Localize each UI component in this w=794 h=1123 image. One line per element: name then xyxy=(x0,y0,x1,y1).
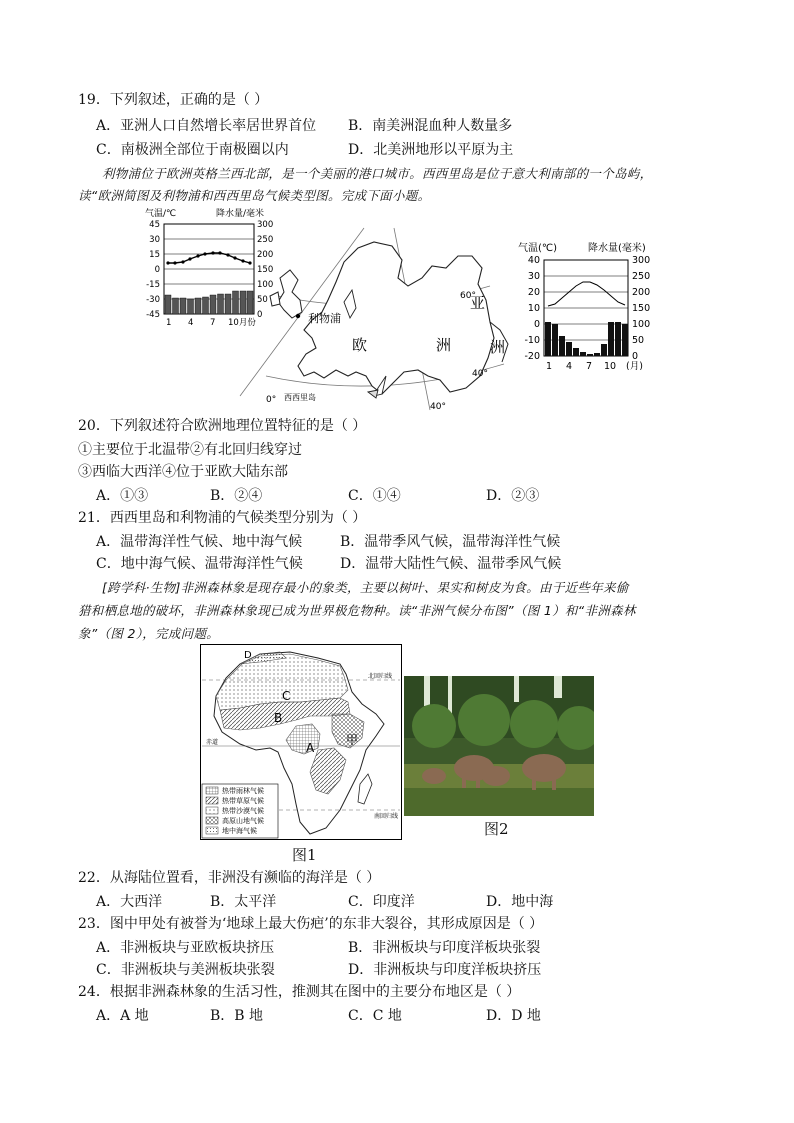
x-tick: 1 xyxy=(546,361,553,370)
q23-option-b[interactable]: B．非洲板块与印度洋板块张裂 xyxy=(348,940,541,956)
lat60-label: 60° xyxy=(460,291,476,301)
right-tick: 50 xyxy=(632,335,645,346)
intro2-line2: 猎和栖息地的破坏，非洲森林象现已成为世界极危物种。读“非洲气候分布图”（图 1）和“非洲森林 xyxy=(78,603,636,618)
right-tick: 50 xyxy=(257,295,268,305)
q19-option-b[interactable]: B．南美洲混血种人数量多 xyxy=(348,118,513,134)
q22-option-c[interactable]: C．印度洋 xyxy=(348,894,415,910)
lon0-label: 0° xyxy=(266,395,277,405)
figure1-caption: 图1 xyxy=(292,846,317,864)
region-c-label: C xyxy=(282,689,291,703)
q21-option-a[interactable]: A．温带海洋性气候、地中海气候 xyxy=(96,534,303,550)
left-tick: 45 xyxy=(149,220,160,230)
q19-option-c[interactable]: C．南极洲全部位于南极圈以内 xyxy=(96,142,289,158)
x-tick: 4 xyxy=(566,361,573,370)
right-tick: 200 xyxy=(257,250,274,260)
right-tick: 0 xyxy=(632,351,639,362)
europe-label-ou: 欧 xyxy=(352,336,368,354)
legend-item: 热带沙漠气候 xyxy=(222,807,264,815)
x-tick: 1 xyxy=(166,318,172,326)
legend-item: 地中海气候 xyxy=(222,827,257,835)
lon40-label: 40° xyxy=(430,402,446,412)
left-tick: -10 xyxy=(524,335,540,346)
figure2-caption: 图2 xyxy=(484,820,509,838)
temp-curve xyxy=(548,282,625,306)
right-tick: 150 xyxy=(632,303,651,314)
intro2-line3: 象”（图 2），完成问题。 xyxy=(78,626,220,641)
q23-option-a[interactable]: A．非洲板块与亚欧板块挤压 xyxy=(96,940,275,956)
q24-option-d[interactable]: D．D 地 xyxy=(486,1008,541,1024)
lat40-label: 40° xyxy=(472,369,488,379)
x-tick: 10 xyxy=(604,361,617,370)
left-tick: 10 xyxy=(527,303,540,314)
region-b-label: B xyxy=(274,711,283,725)
left-tick: 0 xyxy=(154,265,160,275)
q23-option-d[interactable]: D．非洲板块与印度洋板块挤压 xyxy=(348,962,542,978)
left-tick: -45 xyxy=(146,310,160,320)
x-tick: 7 xyxy=(210,318,216,326)
q20-statement-1: ①主要位于北温带②有北回归线穿过 xyxy=(78,442,302,458)
legend-item: 热带草原气候 xyxy=(222,797,264,805)
q22-option-d[interactable]: D．地中海 xyxy=(486,894,554,910)
liverpool-point xyxy=(296,314,300,318)
ireland-outline xyxy=(270,292,280,306)
left-tick: 0 xyxy=(533,319,540,330)
asia-label-ya: 亚 xyxy=(470,294,486,312)
x-tick: 7 xyxy=(586,361,593,370)
europe-map xyxy=(232,226,522,412)
region-jia-label: 甲 xyxy=(346,733,359,747)
left-tick: 30 xyxy=(149,235,160,245)
asia-label-zhou: 洲 xyxy=(490,338,506,356)
forest-elephant-photo xyxy=(404,676,594,816)
tropic-s-label: 南回归线 xyxy=(374,813,399,820)
q22-option-b[interactable]: B．太平洋 xyxy=(210,894,277,910)
left-tick: 20 xyxy=(527,287,540,298)
q22-option-a[interactable]: A．大西洋 xyxy=(96,894,163,910)
right-tick: 0 xyxy=(257,310,263,320)
right-tick: 100 xyxy=(632,319,651,330)
q24-option-a[interactable]: A．A 地 xyxy=(96,1008,149,1024)
q20-option-c[interactable]: C．①④ xyxy=(348,488,401,504)
q20-option-a[interactable]: A．①③ xyxy=(96,488,149,504)
chart-precip-label: 降水量(毫米) xyxy=(588,243,646,254)
x-tick: (月) xyxy=(626,361,643,370)
precip-bars xyxy=(545,322,628,356)
chart-temp-label: 气温(℃) xyxy=(518,243,558,254)
legend-item: 高原山地气候 xyxy=(222,817,264,825)
intro1-line1: 利物浦位于欧洲英格兰西北部，是一个美丽的港口城市。西西里岛是位于意大利南部的一个岛屿， xyxy=(102,166,653,181)
left-tick: -30 xyxy=(146,295,160,305)
region-a-label: A xyxy=(306,741,315,755)
intro2-line1: [跨学科·生物]非洲森林象是现存最小的象类，主要以树叶、果实和树皮为食。由于近些年来偷 xyxy=(102,580,629,595)
right-tick: 250 xyxy=(632,271,651,282)
q21-stem: 21．西西里岛和利物浦的气候类型分别为（ ） xyxy=(78,510,367,526)
europe-label-zhou: 洲 xyxy=(436,336,452,354)
q20-option-d[interactable]: D．②③ xyxy=(486,488,540,504)
right-tick: 300 xyxy=(632,255,651,266)
right-tick: 100 xyxy=(257,280,274,290)
sicily-label: 西西里岛 xyxy=(284,393,316,402)
right-tick: 250 xyxy=(257,235,274,245)
right-tick: 200 xyxy=(632,287,651,298)
q19-stem: 19．下列叙述，正确的是（ ） xyxy=(78,92,269,108)
sicily-climate-chart xyxy=(516,238,668,370)
q23-stem: 23．图中甲处有被誉为‘地球上最大伤疤’的东非大裂谷，其形成原因是（ ） xyxy=(78,916,544,932)
sicily-shape xyxy=(368,390,378,398)
left-tick: 40 xyxy=(527,255,540,266)
q20-option-b[interactable]: B．②④ xyxy=(210,488,263,504)
q24-stem: 24．根据非洲森林象的生活习性，推测其在图中的主要分布地区是（ ） xyxy=(78,984,521,1000)
left-tick: 15 xyxy=(149,250,160,260)
q24-option-c[interactable]: C．C 地 xyxy=(348,1008,402,1024)
q19-option-d[interactable]: D．北美洲地形以平原为主 xyxy=(348,142,514,158)
equator-label: 赤道 xyxy=(206,739,219,746)
intro1-line2: 读“欧洲简图及利物浦和西西里岛气候类型图。完成下面小题。 xyxy=(78,188,431,203)
q19-option-a[interactable]: A．亚洲人口自然增长率居世界首位 xyxy=(96,118,317,134)
q24-option-b[interactable]: B．B 地 xyxy=(210,1008,264,1024)
tropic-n-label: 北回归线 xyxy=(368,673,393,680)
right-tick: 300 xyxy=(257,220,274,230)
q21-option-c[interactable]: C．地中海气候、温带海洋性气候 xyxy=(96,556,303,572)
q21-option-d[interactable]: D．温带大陆性气候、温带季风气候 xyxy=(340,556,562,572)
x-tick: 10月份 xyxy=(228,318,256,326)
right-tick: 150 xyxy=(257,265,274,275)
q20-statement-2: ③西临大西洋④位于亚欧大陆东部 xyxy=(78,464,288,480)
q20-stem: 20．下列叙述符合欧洲地理位置特征的是（ ） xyxy=(78,418,367,434)
x-tick: 4 xyxy=(188,318,194,326)
left-tick: -15 xyxy=(146,280,160,290)
q22-stem: 22．从海陆位置看，非洲没有濒临的海洋是（ ） xyxy=(78,870,381,886)
q23-option-c[interactable]: C．非洲板块与美洲板块张裂 xyxy=(96,962,275,978)
chart-temp-label: 气温/℃ xyxy=(145,209,177,219)
region-d-label: D xyxy=(244,650,252,661)
britain-outline xyxy=(278,270,302,318)
q21-option-b[interactable]: B．温带季风气候，温带海洋性气候 xyxy=(340,534,561,550)
left-tick: -20 xyxy=(524,351,540,362)
left-tick: 30 xyxy=(527,271,540,282)
africa-climate-map xyxy=(200,644,402,840)
chart-precip-label: 降水量/毫米 xyxy=(216,209,265,219)
legend-item: 热带雨林气候 xyxy=(222,787,264,795)
liverpool-label: 利物浦 xyxy=(308,312,341,325)
